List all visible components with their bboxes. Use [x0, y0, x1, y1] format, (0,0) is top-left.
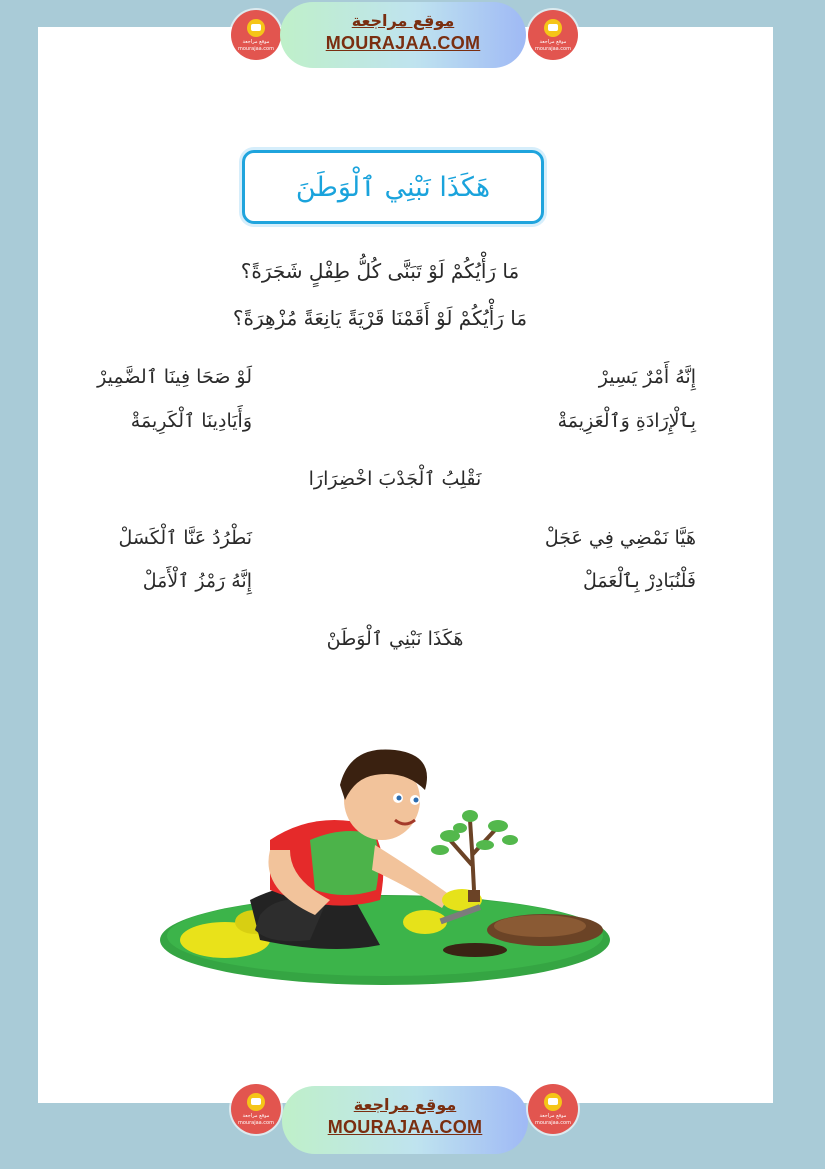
site-name-arabic[interactable]: موقع مراجعة	[351, 11, 455, 30]
footer-logo-badge-left: موقع مراجعة mourajaa.com	[231, 1084, 281, 1134]
verse-1-right: إِنَّهُ أَمْرٌ يَسِيرْ	[598, 366, 696, 388]
book-icon	[544, 19, 562, 37]
verse-2-left: وَأَيَادِينَا ٱلْكَرِيمَةْ	[130, 410, 252, 432]
verse-1-left: لَوْ صَحَا فِينَا ٱلضَّمِيرْ	[97, 366, 252, 388]
poem-title-box	[242, 150, 544, 224]
refrain-1: نَقْلِبُ ٱلْجَدْبَ اخْضِرَارَا	[308, 468, 482, 490]
header-banner[interactable]	[280, 2, 526, 68]
site-logo-badge-right: موقع مراجعة mourajaa.com	[528, 10, 578, 60]
verse-3-right: هَيَّا نَمْضِي فِي عَجَلْ	[544, 527, 696, 549]
footer-logo-badge-right: موقع مراجعة mourajaa.com	[528, 1084, 578, 1134]
verse-4-left: إِنَّهُ رَمْزُ ٱلْأَمَلْ	[142, 570, 252, 592]
intro-line-2: مَا رَأْيُكُمْ لَوْ أَقَمْنَا قَرْيَةً يَانِعَةً مُزْهِرَةً؟	[232, 306, 528, 330]
site-name-english[interactable]: MOURAJAA.COM	[325, 33, 481, 53]
boy-planting-tree-illustration	[150, 740, 620, 1000]
site-logo-badge-left: موقع مراجعة mourajaa.com	[231, 10, 281, 60]
footer-site-name-english[interactable]: MOURAJAA.COM	[327, 1117, 483, 1137]
verse-2-right: بِٱلْإِرَادَةِ وَٱلْعَزِيمَةْ	[557, 410, 696, 432]
intro-line-1: مَا رَأْيُكُمْ لَوْ تَبَنَّى كُلُّ طِفْلٍ شَجَرَةً؟	[240, 259, 520, 283]
verse-3-left: نَطْرُدُ عَنَّا ٱلْكَسَلْ	[118, 527, 252, 549]
book-icon	[247, 1093, 265, 1111]
refrain-2: هَكَذَا نَبْنِي ٱلْوَطَنْ	[326, 628, 464, 650]
book-icon	[544, 1093, 562, 1111]
book-icon	[247, 19, 265, 37]
footer-banner[interactable]	[282, 1086, 528, 1154]
verse-4-right: فَلْنُبَادِرْ بِٱلْعَمَلْ	[582, 570, 696, 592]
footer-site-name-arabic[interactable]: موقع مراجعة	[353, 1095, 457, 1114]
poem-title: هَكَذَا نَبْنِي ٱلْوَطَنَ	[295, 171, 491, 203]
